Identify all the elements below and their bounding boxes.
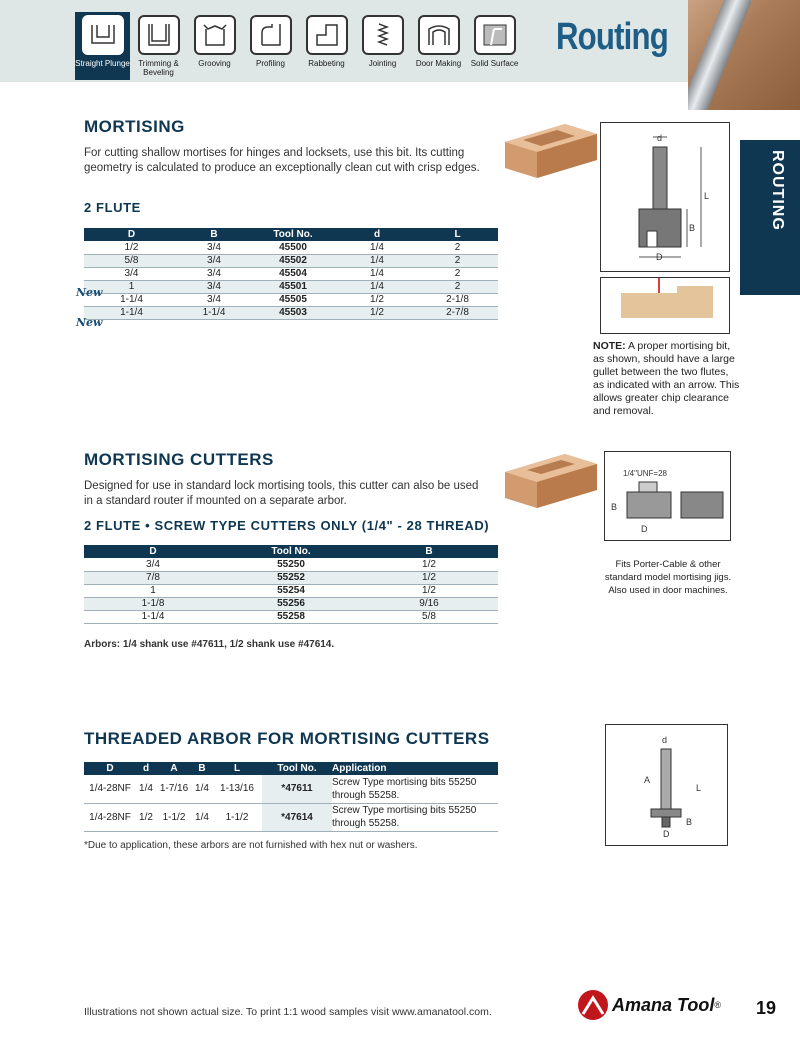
diagram-label-thread: 1/4"UNF=28	[623, 469, 667, 478]
nav-jointing[interactable]	[355, 12, 410, 80]
column-header: Tool No.	[249, 228, 337, 241]
cell: 7/8	[84, 571, 222, 584]
nav-label: Straight Plunge	[75, 59, 130, 68]
profiling-icon	[250, 15, 292, 55]
column-header: d	[136, 762, 156, 775]
cell: 1-1/2	[212, 803, 262, 831]
cutter-caption: Fits Porter-Cable & other standard model mortising jigs. Also used in door machines.	[604, 559, 732, 596]
cell: 1-1/2	[156, 803, 192, 831]
cell: 9/16	[360, 597, 498, 610]
nav-label: Door Making	[415, 59, 462, 68]
table-row	[84, 610, 498, 623]
column-header: L	[417, 228, 498, 241]
new-badge: New	[76, 316, 103, 329]
mortise-profile-diagram	[600, 277, 730, 334]
arbor-footnote: *Due to application, these arbors are not furnished with hex nut or washers.	[84, 840, 418, 851]
arbor-table	[84, 762, 498, 832]
tool-number: 45505	[249, 293, 337, 306]
cell: 5/8	[84, 254, 179, 267]
footer-note: Illustrations not shown actual size. To print 1:1 wood samples visit www.amanatool.com.	[84, 1006, 492, 1018]
tool-number: 55252	[222, 571, 360, 584]
cell: 1-7/16	[156, 775, 192, 803]
table-row	[84, 803, 498, 831]
table-row	[84, 306, 498, 319]
cell: 2	[417, 241, 498, 254]
table-row	[84, 775, 498, 803]
cell: 3/4	[179, 280, 249, 293]
cell: Screw Type mortising bits 55250 through 55258.	[332, 803, 498, 831]
tool-number: 55254	[222, 584, 360, 597]
nav-rabbeting[interactable]	[299, 12, 354, 80]
tool-number-value: 47614	[285, 811, 313, 823]
cell: 1/2	[360, 558, 498, 571]
tool-number	[262, 775, 332, 803]
diagram-label-d: d	[662, 735, 668, 745]
tool-number: 45502	[249, 254, 337, 267]
cell: 1/4	[337, 267, 417, 280]
table-row	[84, 280, 498, 293]
column-header: D	[84, 228, 179, 241]
cell: 1-13/16	[212, 775, 262, 803]
mortising-title: MORTISING	[84, 117, 185, 136]
table-row	[84, 254, 498, 267]
diagram-label-B: B	[611, 502, 618, 512]
diagram-label-B: B	[686, 817, 693, 827]
cell: 2	[417, 280, 498, 293]
diagram-label-d: d	[657, 133, 663, 143]
table-header	[84, 228, 498, 241]
cell: 1-1/4	[84, 306, 179, 319]
nav-label: Solid Surface	[470, 59, 519, 68]
cell: 3/4	[179, 241, 249, 254]
tool-number: 55250	[222, 558, 360, 571]
cell: 1/4-28NF	[84, 803, 136, 831]
wood-sample-mortise	[505, 122, 597, 180]
column-header: Application	[332, 762, 498, 775]
door-making-icon	[418, 15, 460, 55]
wood-sample-cutter	[505, 452, 597, 510]
diagram-label-D: D	[656, 252, 663, 262]
note-label: NOTE:	[593, 340, 626, 352]
registered-mark: ®	[714, 1000, 721, 1010]
rabbeting-icon	[306, 15, 348, 55]
mortising-cutter-diagram	[604, 451, 731, 541]
cell: 1/4-28NF	[84, 775, 136, 803]
mortising-bit-diagram	[600, 122, 730, 272]
router-bit-photo	[688, 0, 800, 110]
mortising-description: For cutting shallow mortises for hinges and locksets, use this bit. Its cutting geometry is calculated to produce an exceptionally clean cut with crisp edges.	[84, 147, 480, 174]
mortising-subtitle: 2 FLUTE	[84, 200, 141, 215]
table-row	[84, 571, 498, 584]
category-nav	[75, 12, 522, 80]
tool-number-value: 47611	[285, 783, 313, 795]
mortising-table	[84, 228, 498, 320]
arbors-footnote: Arbors: 1/4 shank use #47611, 1/2 shank use #47614.	[84, 639, 335, 650]
page-title: Routing	[556, 16, 668, 58]
diagram-label-A: A	[644, 775, 651, 785]
tool-number	[262, 803, 332, 831]
cell: 2-1/8	[417, 293, 498, 306]
cell: 1/4	[337, 254, 417, 267]
cell: 1-1/4	[84, 293, 179, 306]
diagram-label-D: D	[663, 829, 670, 839]
cell: 3/4	[179, 293, 249, 306]
table-header	[84, 762, 498, 775]
nav-label: Jointing	[368, 59, 397, 68]
cell: 1-1/4	[179, 306, 249, 319]
grooving-icon	[194, 15, 236, 55]
cell: 3/4	[84, 267, 179, 280]
tool-number: 55256	[222, 597, 360, 610]
nav-trimming[interactable]	[131, 12, 186, 80]
cell: Screw Type mortising bits 55250 through 55258.	[332, 775, 498, 803]
column-header: A	[156, 762, 192, 775]
nav-label: Rabbeting	[308, 59, 345, 68]
mortising-note	[593, 340, 741, 418]
table-row	[84, 293, 498, 306]
cell: 1/4	[337, 241, 417, 254]
arbor-diagram	[605, 724, 728, 846]
cell: 1	[84, 584, 222, 597]
cell: 1/2	[337, 293, 417, 306]
tool-number: 55258	[222, 610, 360, 623]
cell: 1/2	[360, 571, 498, 584]
nav-straight-plunge[interactable]	[75, 12, 130, 80]
table-row	[84, 241, 498, 254]
table-row	[84, 558, 498, 571]
cell: 1/4	[192, 775, 212, 803]
nav-label: Grooving	[198, 59, 231, 68]
straight-plunge-icon	[82, 15, 124, 55]
cell: 1/2	[84, 241, 179, 254]
asterisk: *	[281, 783, 286, 795]
asterisk: *	[281, 811, 286, 823]
column-header: B	[360, 545, 498, 558]
mortising-cutters-description: Designed for use in standard lock mortising tools, this cutter can also be used in a standard router if mounted on a separate arbor.	[84, 480, 479, 507]
nav-grooving[interactable]	[187, 12, 242, 80]
table-row	[84, 267, 498, 280]
solid-surface-icon	[474, 15, 516, 55]
column-header: Tool No.	[262, 762, 332, 775]
cell: 2-7/8	[417, 306, 498, 319]
diagram-label-D: D	[641, 524, 648, 534]
cell: 3/4	[179, 254, 249, 267]
tool-number: 45501	[249, 280, 337, 293]
jointing-icon	[362, 15, 404, 55]
nav-label: Trimming & Beveling	[138, 59, 179, 77]
column-header: Tool No.	[222, 545, 360, 558]
cell: 1/4	[337, 280, 417, 293]
cell: 1	[84, 280, 179, 293]
arbor-title: THREADED ARBOR FOR MORTISING CUTTERS	[84, 729, 490, 748]
cell: 3/4	[179, 267, 249, 280]
brand-name: Amana Tool	[612, 994, 715, 1015]
column-header: D	[84, 545, 222, 558]
cell: 5/8	[360, 610, 498, 623]
mortising-cutters-subtitle: 2 FLUTE • SCREW TYPE CUTTERS ONLY (1/4" - 28 THREAD)	[84, 518, 490, 533]
cell: 1/4	[192, 803, 212, 831]
table-row	[84, 584, 498, 597]
note-text: A proper mortising bit, as shown, should have a large gullet between the two flutes, as indicated with an arrow. This allows greater chip clearance and removal.	[593, 340, 740, 417]
cell: 1-1/8	[84, 597, 222, 610]
column-header: L	[212, 762, 262, 775]
cell: 1/4	[136, 775, 156, 803]
amana-logo-icon	[578, 990, 608, 1020]
cell: 1-1/4	[84, 610, 222, 623]
diagram-label-B: B	[689, 223, 696, 233]
cell: 1/2	[337, 306, 417, 319]
nav-door-making[interactable]	[411, 12, 466, 80]
cell: 1/2	[136, 803, 156, 831]
new-badge: New	[76, 286, 103, 299]
table-row	[84, 597, 498, 610]
column-header: d	[337, 228, 417, 241]
tool-number: 45504	[249, 267, 337, 280]
nav-label: Profiling	[256, 59, 285, 68]
column-header: B	[192, 762, 212, 775]
nav-solid-surface[interactable]	[467, 12, 522, 80]
amana-logo	[578, 990, 721, 1020]
page-number: 19	[756, 998, 777, 1018]
nav-profiling[interactable]	[243, 12, 298, 80]
side-tab-label: ROUTING	[769, 150, 786, 231]
column-header: D	[84, 762, 136, 775]
diagram-label-L: L	[704, 191, 710, 201]
mortising-cutters-title: MORTISING CUTTERS	[84, 450, 274, 469]
column-header: B	[179, 228, 249, 241]
tool-number: 45500	[249, 241, 337, 254]
table-header	[84, 545, 498, 558]
trimming-icon	[138, 15, 180, 55]
cell: 2	[417, 267, 498, 280]
mortising-cutters-table	[84, 545, 498, 624]
cell: 3/4	[84, 558, 222, 571]
diagram-label-L: L	[696, 783, 702, 793]
cell: 1/2	[360, 584, 498, 597]
tool-number: 45503	[249, 306, 337, 319]
cell: 2	[417, 254, 498, 267]
